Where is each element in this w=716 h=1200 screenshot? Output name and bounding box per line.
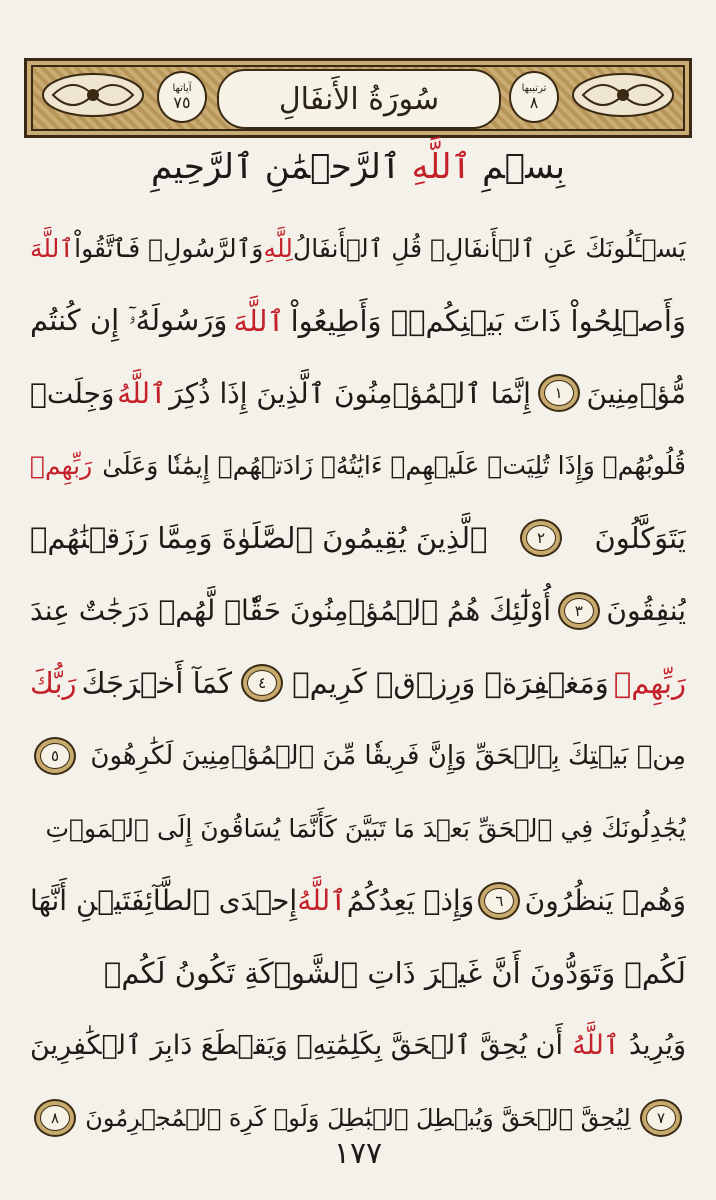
verse-text: قُلُوبُهُمۡ وَإِذَا تُلِيَتۡ عَلَيۡهِمۡ ءَايَٰتُهُۥ زَادَتۡهُمۡ إِيمَٰنٗا وَعَلَىٰ (102, 451, 686, 481)
divine-name: ٱللَّهَ (30, 233, 74, 263)
verse-line (30, 285, 686, 358)
verse-text: وَجِلَتۡ (30, 376, 115, 410)
divine-name: رَبِّهِمۡ (30, 451, 93, 481)
ayah-number: ٧ (646, 1105, 676, 1131)
verse-line (30, 937, 686, 1010)
verse-line (30, 430, 686, 503)
ayah-number: ٥ (40, 743, 70, 769)
verse-line (30, 575, 686, 648)
verse-text: يَتَوَكَّلُونَ (594, 521, 686, 556)
verse-line (30, 647, 686, 720)
verse-text: لَكُمۡ وَتَوَدُّونَ أَنَّ غَيۡرَ ذَاتِ ٱلشَّوۡكَةِ تَكُونُ لَكُمۡ (103, 956, 686, 991)
verse-text: وَهُمۡ يَنظُرُونَ (524, 884, 686, 918)
ayah-end-marker (241, 664, 283, 702)
ayah-number: ٢ (526, 525, 556, 551)
ayat-number: ٧٥ (173, 92, 191, 112)
basmala-rahman-rahim: ٱلرَّحۡمَٰنِ ٱلرَّحِيمِ (151, 147, 401, 187)
surah-ayat-badge (157, 71, 207, 123)
order-number: ٨ (529, 92, 539, 112)
verse-text: وَرَسُولَهُۥٓ إِن كُنتُم (30, 303, 228, 338)
ayah-end-marker (478, 882, 520, 920)
verse-text: وَمَغۡفِرَةٞ وَرِزۡقٞ كَرِيمٞ (292, 666, 609, 701)
divine-name: ٱللَّهُ (297, 884, 347, 918)
surah-title-cartouche (217, 69, 501, 129)
divine-name: ٱللَّهَ (233, 303, 285, 338)
verse-text: وَإِذۡ يَعِدُكُمُ (346, 884, 475, 918)
verse-text: مُّؤۡمِنِينَ (586, 376, 686, 410)
verse-line (30, 1010, 686, 1083)
divine-name: ٱللَّهُ (117, 376, 167, 410)
verse-line (30, 502, 686, 575)
verse-line (30, 212, 686, 285)
surah-title: سُورَةُ الأَنفَالِ (278, 81, 440, 117)
verse-text-block (30, 212, 686, 1155)
ayat-label: آياتها (172, 82, 192, 94)
verse-text: وَٱلرَّسُولِۖ فَٱتَّقُواْ (74, 233, 264, 263)
surah-order-badge (509, 71, 559, 123)
ayah-end-marker (34, 737, 76, 775)
verse-text: ٱلَّذِينَ يُقِيمُونَ ٱلصَّلَوٰةَ وَمِمَّا رَزَقۡنَٰهُمۡ (30, 521, 488, 556)
surah-header-frame (24, 58, 692, 138)
ayah-end-marker (538, 374, 580, 412)
verse-text: وَأَصۡلِحُواْ ذَاتَ بَيۡنِكُمۡۖ وَأَطِيعُواْ (290, 303, 686, 338)
divine-name: رَبِّهِمۡ (613, 666, 686, 701)
verse-text: مِنۢ بَيۡتِكَ بِٱلۡحَقِّ وَإِنَّ فَرِيقٗا مِّنَ ٱلۡمُؤۡمِنِينَ لَكَٰرِهُونَ (90, 740, 686, 771)
verse-line (30, 357, 686, 430)
basmala-bism: بِسۡمِ (482, 147, 565, 187)
ayah-number: ١ (544, 380, 574, 406)
verse-text: كَمَآ أَخۡرَجَكَ (81, 666, 233, 701)
verse-text: إِنَّمَا ٱلۡمُؤۡمِنُونَ ٱلَّذِينَ إِذَا ذُكِرَ (169, 376, 531, 410)
verse-text: يُجَٰدِلُونَكَ فِي ٱلۡحَقِّ بَعۡدَ مَا تَبَيَّنَ كَأَنَّمَا يُسَاقُونَ إِلَى ٱلۡمَوۡتِ (45, 813, 686, 843)
verse-text: إِحۡدَى ٱلطَّآئِفَتَيۡنِ أَنَّهَا (30, 884, 298, 918)
verse-text: لِيُحِقَّ ٱلۡحَقَّ وَيُبۡطِلَ ٱلۡبَٰطِلَ وَلَوۡ كَرِهَ ٱلۡمُجۡرِمُونَ (85, 1104, 631, 1133)
verse-text: يَسۡـَٔلُونَكَ عَنِ ٱلۡأَنفَالِۖ قُلِ ٱلۡأَنفَالُ (293, 233, 686, 263)
ayah-end-marker (558, 592, 600, 630)
ayah-end-marker (640, 1099, 682, 1137)
basmala (0, 146, 716, 200)
basmala-allah: ٱللَّهِ (411, 147, 472, 187)
verse-text: أُوْلَٰٓئِكَ هُمُ ٱلۡمُؤۡمِنُونَ حَقّٗاۚ لَّهُمۡ دَرَجَٰتٌ عِندَ (30, 594, 552, 628)
arabesque-ornament-icon (563, 67, 683, 123)
ayah-end-marker (520, 519, 562, 557)
verse-line (30, 720, 686, 793)
verse-text: أَن يُحِقَّ ٱلۡحَقَّ بِكَلِمَٰتِهِۦ وَيَقۡطَعَ دَابِرَ ٱلۡكَٰفِرِينَ (30, 1030, 563, 1062)
verse-line (30, 792, 686, 865)
ayah-number: ٨ (40, 1105, 70, 1131)
divine-name: رَبُّكَ (30, 666, 77, 701)
verse-text: يُنفِقُونَ (606, 594, 686, 628)
arabesque-ornament-icon (33, 67, 153, 123)
verse-text: وَيُرِيدُ (628, 1030, 686, 1062)
ayah-number: ٤ (247, 670, 277, 696)
page-number: ١٧٧ (333, 1136, 383, 1171)
ayah-end-marker (34, 1099, 76, 1137)
order-label: ترتيبها (521, 82, 547, 94)
divine-name: ٱللَّهُ (572, 1030, 620, 1062)
verse-line (30, 865, 686, 938)
ayah-number: ٣ (564, 598, 594, 624)
ayah-number: ٦ (484, 888, 514, 914)
divine-name: لِلَّهِ (263, 233, 293, 263)
